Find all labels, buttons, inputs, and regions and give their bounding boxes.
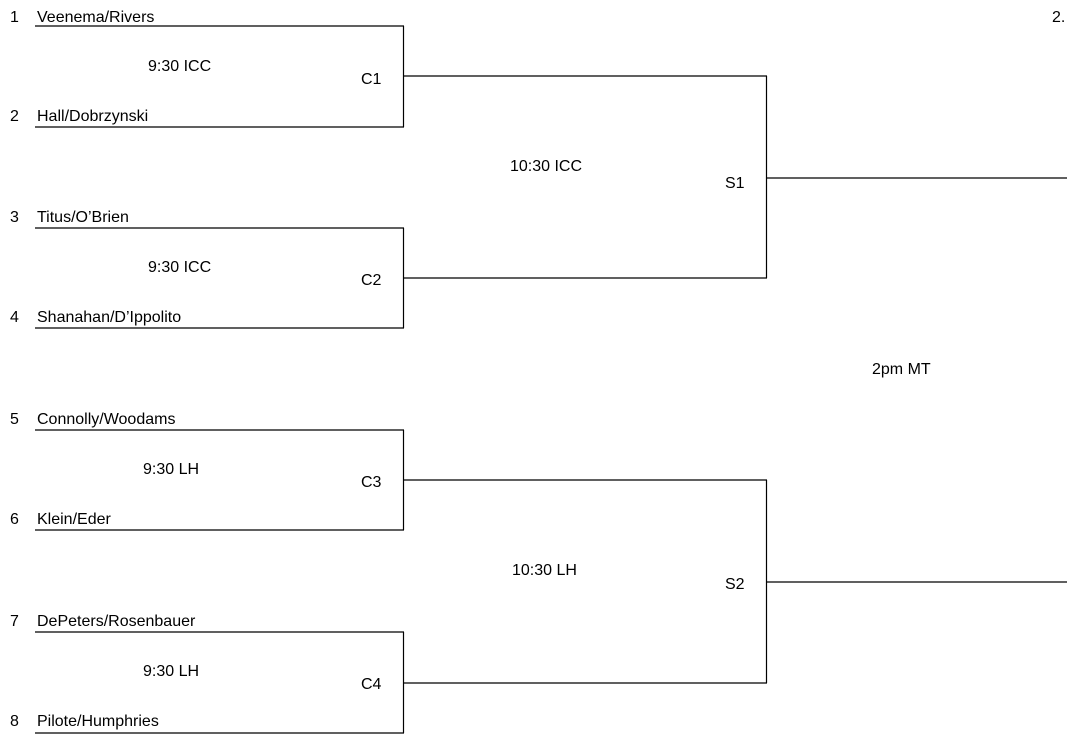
match-label: C3 — [361, 474, 382, 491]
match-label: C1 — [361, 71, 382, 88]
team-seed: 4 — [10, 309, 19, 326]
team-seed: 7 — [10, 613, 19, 630]
match-time: 10:30 LH — [512, 562, 577, 579]
final-time: 2pm MT — [872, 361, 931, 378]
match-label: S1 — [725, 175, 745, 192]
team-name: Hall/Dobrzynski — [37, 108, 149, 125]
match-time: 9:30 ICC — [148, 58, 212, 75]
match-time: 10:30 ICC — [510, 158, 583, 175]
team-name: Pilote/Humphries — [37, 713, 159, 730]
team-seed: 8 — [10, 713, 19, 730]
match-time: 9:30 LH — [143, 461, 200, 478]
team-name: Titus/O’Brien — [37, 209, 129, 226]
team-seed: 5 — [10, 411, 19, 428]
page-number: 2. — [1052, 9, 1066, 26]
match-label: C2 — [361, 272, 382, 289]
match-time: 9:30 LH — [143, 663, 200, 680]
team-seed: 3 — [10, 209, 19, 226]
team-name: Veenema/Rivers — [37, 9, 155, 26]
team-name: Klein/Eder — [37, 511, 111, 528]
team-seed: 2 — [10, 108, 19, 125]
team-name: DePeters/Rosenbauer — [37, 613, 196, 630]
team-name: Shanahan/D’Ippolito — [37, 309, 182, 326]
match-time: 9:30 ICC — [148, 259, 212, 276]
team-seed: 6 — [10, 511, 19, 528]
match-label: S2 — [725, 576, 745, 593]
match-label: C4 — [361, 676, 382, 693]
team-seed: 1 — [10, 9, 19, 26]
semifinal-s1-lines — [404, 76, 767, 278]
semifinal-s2-lines — [404, 480, 767, 683]
team-name: Connolly/Woodams — [37, 411, 176, 428]
